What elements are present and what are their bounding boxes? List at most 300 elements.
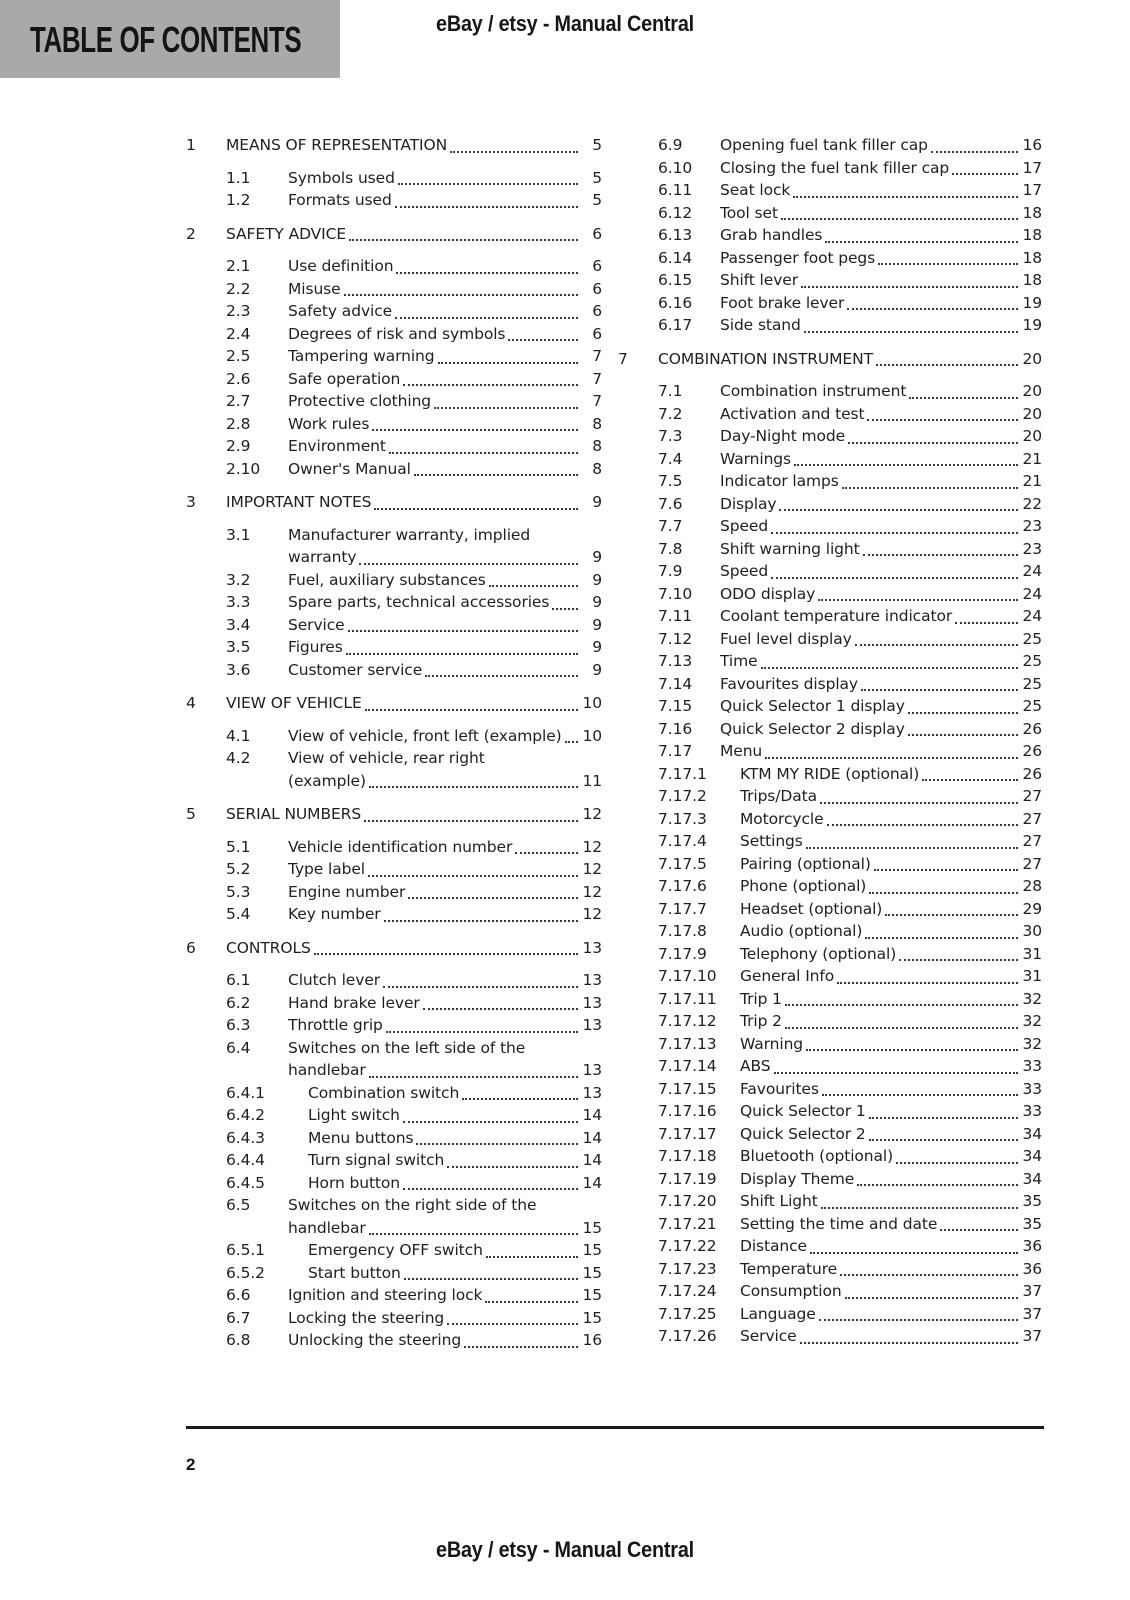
toc-entry — [186, 1239, 602, 1262]
toc-entry-number: 6.16 — [658, 293, 693, 312]
toc-entry — [186, 969, 602, 992]
toc-entry-number: 6.4.5 — [226, 1173, 265, 1192]
toc-entry-page: 27 — [1022, 809, 1042, 828]
toc-entry — [618, 965, 1042, 988]
toc-entry-page: 34 — [1022, 1169, 1042, 1188]
dot-leader — [781, 218, 1018, 220]
dot-leader — [931, 151, 1018, 153]
toc-entry — [186, 1037, 602, 1060]
toc-entry-page: 27 — [1022, 787, 1042, 805]
toc-entry-number: 7.11 — [658, 607, 693, 625]
toc-entry-number: 6.3 — [226, 1016, 251, 1034]
toc-entry-title: Quick Selector 1 display — [720, 697, 905, 715]
toc-entry — [618, 763, 1042, 786]
toc-entry-page: 23 — [1022, 539, 1042, 558]
toc-entry-page: 24 — [1022, 584, 1042, 603]
toc-entry-page: 5 — [592, 136, 602, 154]
toc-entry-title: Seat lock — [720, 181, 791, 199]
toc-entry-title: Day-Night mode — [720, 427, 846, 445]
toc-entry — [186, 1329, 602, 1352]
toc-entry-number: 7.17.20 — [658, 1192, 717, 1210]
dot-leader — [464, 1346, 578, 1348]
table-of-contents — [186, 134, 1042, 1352]
toc-entry-number: 5 — [186, 805, 196, 823]
dot-leader — [395, 206, 578, 208]
toc-entry — [186, 1307, 602, 1330]
toc-entry — [618, 538, 1042, 561]
toc-entry-number: 2.6 — [226, 369, 251, 388]
toc-entry-page: 13 — [582, 1083, 602, 1102]
toc-entry-page: 25 — [1022, 629, 1042, 648]
toc-entry-number: 2.9 — [226, 437, 251, 455]
toc-entry-page: 25 — [1022, 652, 1042, 670]
dot-leader — [857, 1184, 1018, 1186]
toc-entry-title: Clutch lever — [288, 971, 381, 989]
toc-entry-number: 7.17.2 — [658, 787, 707, 805]
toc-entry-title: Switches on the right side of the — [288, 1196, 537, 1214]
toc-entry — [618, 875, 1042, 898]
toc-entry-number: 7.17.12 — [658, 1012, 717, 1030]
dot-leader — [800, 1342, 1018, 1344]
toc-entry-number: 6.13 — [658, 226, 693, 244]
toc-entry-page: 15 — [582, 1286, 602, 1304]
toc-entry — [186, 1284, 602, 1307]
toc-entry — [186, 1172, 602, 1195]
toc-entry — [618, 1303, 1042, 1326]
toc-entry-page: 13 — [582, 938, 602, 957]
toc-entry-title: Quick Selector 1 — [740, 1102, 866, 1120]
toc-entry-number: 3.3 — [226, 593, 251, 611]
dot-leader — [869, 1117, 1018, 1119]
toc-entry-title: Pairing (optional) — [740, 854, 871, 873]
toc-entry-number: 6 — [186, 938, 196, 957]
dot-leader — [403, 384, 578, 386]
toc-entry — [186, 836, 602, 859]
toc-entry — [618, 403, 1042, 426]
dot-leader — [878, 263, 1018, 265]
toc-entry-title: ODO display — [720, 584, 816, 603]
toc-entry — [186, 992, 602, 1015]
toc-entry-page: 13 — [582, 1016, 602, 1034]
toc-entry-number: 7.7 — [658, 517, 683, 535]
toc-entry-title: Fuel, auxiliary substances — [288, 570, 486, 589]
toc-entry — [186, 134, 602, 157]
toc-entry-number: 6.15 — [658, 271, 693, 289]
dot-leader — [425, 675, 578, 677]
dot-leader — [386, 1031, 578, 1033]
toc-entry — [186, 803, 602, 826]
toc-entry-title: CONTROLS — [226, 938, 311, 957]
toc-entry-number: 7.8 — [658, 539, 683, 558]
toc-entry-page: 9 — [592, 615, 602, 634]
toc-entry-page: 26 — [1022, 719, 1042, 738]
toc-entry-number: 7.17.9 — [658, 944, 707, 963]
toc-entry-title: Owner's Manual — [288, 459, 411, 478]
toc-entry-number: 3.5 — [226, 638, 251, 656]
toc-entry-number: 3.2 — [226, 570, 251, 589]
toc-entry — [186, 345, 602, 368]
toc-entry-title: SERIAL NUMBERS — [226, 805, 362, 823]
toc-entry — [186, 278, 602, 301]
toc-entry-title: handlebar — [288, 1218, 366, 1237]
toc-entry-title: Warning — [740, 1034, 804, 1053]
dot-leader — [348, 630, 578, 632]
toc-entry — [186, 1194, 602, 1217]
dot-leader — [874, 869, 1018, 871]
toc-entry-number: 7.17.22 — [658, 1237, 717, 1255]
toc-entry — [618, 988, 1042, 1011]
toc-entry — [618, 348, 1042, 371]
toc-entry-title: Service — [288, 615, 345, 634]
dot-leader — [565, 741, 578, 743]
toc-entry-number: 6.10 — [658, 158, 693, 177]
dot-leader — [508, 339, 578, 341]
toc-entry-page: 20 — [1022, 349, 1042, 368]
toc-entry-page: 9 — [592, 593, 602, 611]
toc-entry — [186, 659, 602, 682]
toc-entry-title: Manufacturer warranty, implied — [288, 525, 531, 544]
toc-entry-title: Quick Selector 2 — [740, 1124, 866, 1143]
toc-entry — [618, 673, 1042, 696]
toc-entry-page: 10 — [582, 694, 602, 712]
dot-leader — [403, 1121, 578, 1123]
toc-entry — [186, 881, 602, 904]
toc-entry — [186, 636, 602, 659]
toc-entry-page: 16 — [1022, 136, 1042, 154]
toc-entry-page: 15 — [582, 1263, 602, 1282]
toc-entry-page: 20 — [1022, 427, 1042, 445]
toc-entry-page: 25 — [1022, 697, 1042, 715]
toc-entry-page: 12 — [582, 882, 602, 901]
toc-entry-number: 6.8 — [226, 1331, 251, 1349]
toc-entry-title: Warnings — [720, 449, 792, 468]
toc-entry-title: Distance — [740, 1237, 807, 1255]
toc-entry-title: Horn button — [308, 1173, 401, 1192]
dot-leader — [827, 824, 1018, 826]
toc-entry-page: 26 — [1022, 742, 1042, 760]
toc-entry-title: warranty — [288, 548, 357, 566]
toc-entry-number: 3.6 — [226, 660, 251, 679]
toc-entry-page: 25 — [1022, 674, 1042, 693]
toc-entry-page: 5 — [592, 191, 602, 209]
toc-entry-title: Customer service — [288, 660, 423, 679]
toc-entry-page: 17 — [1022, 181, 1042, 199]
dot-leader — [369, 1233, 578, 1235]
toc-entry-title: Work rules — [288, 414, 370, 433]
toc-entry-number: 6.12 — [658, 203, 693, 222]
toc-entry-title: Shift lever — [720, 271, 798, 289]
toc-entry-title: SAFETY ADVICE — [226, 224, 347, 243]
toc-entry-title: Trip 1 — [740, 989, 782, 1008]
toc-entry-number: 2.5 — [226, 347, 251, 365]
toc-entry — [618, 1190, 1042, 1213]
dot-leader — [365, 709, 578, 711]
dot-leader — [447, 1166, 578, 1168]
toc-entry-number: 6.14 — [658, 248, 693, 267]
dot-leader — [855, 644, 1018, 646]
dot-leader — [861, 689, 1018, 691]
toc-entry-page: 31 — [1022, 967, 1042, 985]
toc-entry — [618, 179, 1042, 202]
dot-leader — [552, 608, 578, 610]
toc-entry-page: 18 — [1022, 248, 1042, 267]
dot-leader — [806, 847, 1018, 849]
toc-entry-number: 7.17.25 — [658, 1304, 717, 1323]
dot-leader — [761, 667, 1018, 669]
toc-entry — [618, 1055, 1042, 1078]
toc-entry-page: 36 — [1022, 1237, 1042, 1255]
toc-entry — [186, 569, 602, 592]
toc-entry — [186, 323, 602, 346]
dot-leader — [825, 241, 1018, 243]
toc-entry-page: 8 — [592, 414, 602, 433]
toc-entry-number: 7.6 — [658, 494, 683, 513]
toc-entry-title: MEANS OF REPRESENTATION — [226, 136, 448, 154]
toc-entry-title: Formats used — [288, 191, 392, 209]
toc-entry-title: Display Theme — [740, 1169, 855, 1188]
toc-entry-title: Tool set — [720, 203, 778, 222]
toc-entry-number: 6.11 — [658, 181, 693, 199]
dot-leader — [845, 1297, 1018, 1299]
toc-entry-number: 3 — [186, 493, 196, 511]
toc-entry-number: 5.1 — [226, 837, 251, 856]
dot-leader — [842, 487, 1018, 489]
toc-entry-title: Hand brake lever — [288, 993, 420, 1012]
dot-leader — [785, 1004, 1018, 1006]
toc-entry-page: 33 — [1022, 1057, 1042, 1075]
toc-entry-page: 9 — [592, 638, 602, 656]
toc-entry-page: 35 — [1022, 1214, 1042, 1233]
dot-leader — [359, 563, 578, 565]
toc-entry-title: Ignition and steering lock — [288, 1286, 483, 1304]
toc-entry-title: Throttle grip — [288, 1016, 383, 1034]
toc-entry-page: 18 — [1022, 226, 1042, 244]
dot-leader — [368, 875, 578, 877]
toc-entry-number: 7.17.14 — [658, 1057, 717, 1075]
dot-leader — [952, 173, 1018, 175]
toc-entry — [618, 853, 1042, 876]
toc-entry-number: 6.9 — [658, 136, 683, 154]
dot-leader — [434, 407, 578, 409]
dot-leader — [438, 362, 578, 364]
toc-entry-title: Audio (optional) — [740, 922, 863, 940]
toc-entry-title: Favourites — [740, 1079, 819, 1098]
toc-entry-number: 7.17.3 — [658, 809, 707, 828]
toc-entry-title: Side stand — [720, 316, 801, 334]
dot-leader — [372, 429, 578, 431]
dot-leader — [383, 986, 578, 988]
toc-entry-page: 5 — [592, 168, 602, 187]
toc-entry-page: 6 — [592, 257, 602, 275]
toc-entry-page: 32 — [1022, 989, 1042, 1008]
toc-entry — [186, 413, 602, 436]
toc-entry — [618, 1258, 1042, 1281]
toc-entry-title: Tampering warning — [288, 347, 435, 365]
toc-entry-title: Combination instrument — [720, 382, 907, 400]
dot-leader — [408, 897, 578, 899]
toc-entry — [618, 292, 1042, 315]
dot-leader — [771, 577, 1018, 579]
toc-entry-number: 7.2 — [658, 404, 683, 423]
toc-entry-page: 7 — [592, 392, 602, 410]
dot-leader — [848, 442, 1018, 444]
toc-entry-number: 5.2 — [226, 860, 251, 878]
toc-entry-title: Settings — [740, 832, 803, 850]
toc-entry-page: 15 — [582, 1241, 602, 1259]
toc-entry-title: COMBINATION INSTRUMENT — [658, 349, 873, 368]
toc-entry-page: 17 — [1022, 158, 1042, 177]
toc-entry-title: Indicator lamps — [720, 472, 839, 490]
dot-leader — [837, 982, 1018, 984]
toc-entry-title: Trips/Data — [740, 787, 818, 805]
toc-entry — [186, 692, 602, 715]
dot-leader — [822, 1094, 1018, 1096]
toc-entry-page: 14 — [582, 1151, 602, 1169]
toc-entry-page: 8 — [592, 459, 602, 478]
toc-entry-title: Passenger foot pegs — [720, 248, 876, 267]
toc-entry-title: Bluetooth (optional) — [740, 1147, 894, 1165]
dot-leader — [896, 1162, 1018, 1164]
dot-leader — [940, 1229, 1018, 1231]
toc-entry — [618, 920, 1042, 943]
toc-entry-page: 9 — [592, 548, 602, 566]
toc-entry-number: 7.17.7 — [658, 899, 707, 918]
dot-leader — [344, 294, 578, 296]
toc-entry-title: Turn signal switch — [308, 1151, 445, 1169]
toc-entry — [186, 435, 602, 458]
dot-leader — [785, 1027, 1018, 1029]
toc-column-right — [618, 134, 1042, 1352]
toc-entry-page: 10 — [582, 726, 602, 745]
toc-entry-page: 12 — [582, 805, 602, 823]
toc-entry — [186, 1014, 602, 1037]
toc-entry-number: 7.17.11 — [658, 989, 717, 1008]
toc-entry-number: 7.17.4 — [658, 832, 707, 850]
toc-entry-title: Combination switch — [308, 1083, 460, 1102]
dot-leader — [489, 585, 578, 587]
toc-entry-page: 37 — [1022, 1304, 1042, 1323]
toc-entry — [618, 380, 1042, 403]
toc-entry-number: 7.17.8 — [658, 922, 707, 940]
toc-entry-title: Phone (optional) — [740, 877, 867, 895]
toc-entry — [618, 718, 1042, 741]
toc-entry-title: Figures — [288, 638, 343, 656]
dot-leader — [416, 1143, 578, 1145]
toc-entry-number: 7 — [618, 349, 628, 368]
dot-leader — [899, 959, 1018, 961]
toc-entry-page: 15 — [582, 1218, 602, 1237]
toc-entry-title: Use definition — [288, 257, 394, 275]
toc-entry — [186, 858, 602, 881]
header-center-text: eBay / etsy - Manual Central — [436, 11, 694, 36]
toc-entry-page: 30 — [1022, 922, 1042, 940]
toc-entry-title: Coolant temperature indicator — [720, 607, 953, 625]
toc-entry-page: 34 — [1022, 1147, 1042, 1165]
toc-entry-title: Vehicle identification number — [288, 837, 513, 856]
toc-entry-page: 14 — [582, 1106, 602, 1124]
toc-entry — [618, 830, 1042, 853]
dot-leader — [867, 419, 1018, 421]
dot-leader — [819, 1319, 1018, 1321]
toc-entry-title: ABS — [740, 1057, 771, 1075]
toc-entry-page: 9 — [592, 493, 602, 511]
toc-entry — [618, 650, 1042, 673]
toc-entry — [186, 1104, 602, 1127]
toc-entry-title: General Info — [740, 967, 835, 985]
toc-entry — [618, 560, 1042, 583]
toc-entry-title: Speed — [720, 517, 769, 535]
dot-leader — [771, 532, 1018, 534]
toc-entry — [618, 515, 1042, 538]
toc-entry-page: 7 — [592, 347, 602, 365]
toc-entry-title: Temperature — [740, 1259, 838, 1278]
dot-leader — [398, 183, 578, 185]
toc-entry-page: 12 — [582, 860, 602, 878]
toc-entry-page: 8 — [592, 437, 602, 455]
toc-entry — [618, 740, 1042, 763]
toc-entry-title: Display — [720, 494, 777, 513]
dot-leader — [349, 239, 578, 241]
toc-entry-title: IMPORTANT NOTES — [226, 493, 372, 511]
dot-leader — [909, 397, 1018, 399]
toc-entry-number: 4 — [186, 694, 196, 712]
toc-entry-page: 28 — [1022, 877, 1042, 895]
toc-entry-page: 13 — [582, 993, 602, 1012]
toc-entry-title: Headset (optional) — [740, 899, 883, 918]
toc-entry-number: 2.7 — [226, 392, 251, 410]
toc-entry-number: 7.17.16 — [658, 1102, 717, 1120]
toc-entry-title: Emergency OFF switch — [308, 1241, 483, 1259]
toc-entry-number: 7.13 — [658, 652, 693, 670]
toc-entry — [186, 524, 602, 547]
toc-entry-number: 1 — [186, 136, 196, 154]
toc-entry-page: 14 — [582, 1173, 602, 1192]
toc-entry-title: Type label — [288, 860, 366, 878]
dot-leader — [818, 599, 1018, 601]
toc-entry-number: 2.4 — [226, 324, 251, 343]
toc-entry — [618, 269, 1042, 292]
toc-entry — [618, 1325, 1042, 1348]
toc-entry-page: 6 — [592, 224, 602, 243]
toc-entry — [186, 189, 602, 212]
toc-entry — [618, 1123, 1042, 1146]
toc-entry — [618, 1168, 1042, 1191]
toc-entry — [618, 943, 1042, 966]
toc-entry-title: Speed — [720, 562, 769, 580]
toc-entry-number: 7.17.17 — [658, 1124, 717, 1143]
dot-leader — [774, 1072, 1018, 1074]
toc-entry-number: 2.1 — [226, 257, 251, 275]
dot-leader — [515, 852, 578, 854]
toc-entry — [186, 1149, 602, 1172]
toc-entry-page: 27 — [1022, 832, 1042, 850]
dot-leader — [369, 1076, 578, 1078]
toc-entry-number: 7.17.10 — [658, 967, 717, 985]
toc-entry-number: 7.17.1 — [658, 764, 707, 783]
toc-entry-title: Unlocking the steering — [288, 1331, 462, 1349]
toc-entry — [618, 808, 1042, 831]
toc-entry-title: Shift warning light — [720, 539, 860, 558]
toc-entry-title: Foot brake lever — [720, 293, 845, 312]
dot-leader — [840, 1274, 1018, 1276]
toc-entry-page: 26 — [1022, 764, 1042, 783]
dot-leader — [364, 820, 578, 822]
toc-entry — [618, 1010, 1042, 1033]
toc-entry-page: 37 — [1022, 1327, 1042, 1345]
dot-leader — [847, 308, 1018, 310]
toc-entry-page: 22 — [1022, 494, 1042, 513]
toc-entry-page: 24 — [1022, 607, 1042, 625]
